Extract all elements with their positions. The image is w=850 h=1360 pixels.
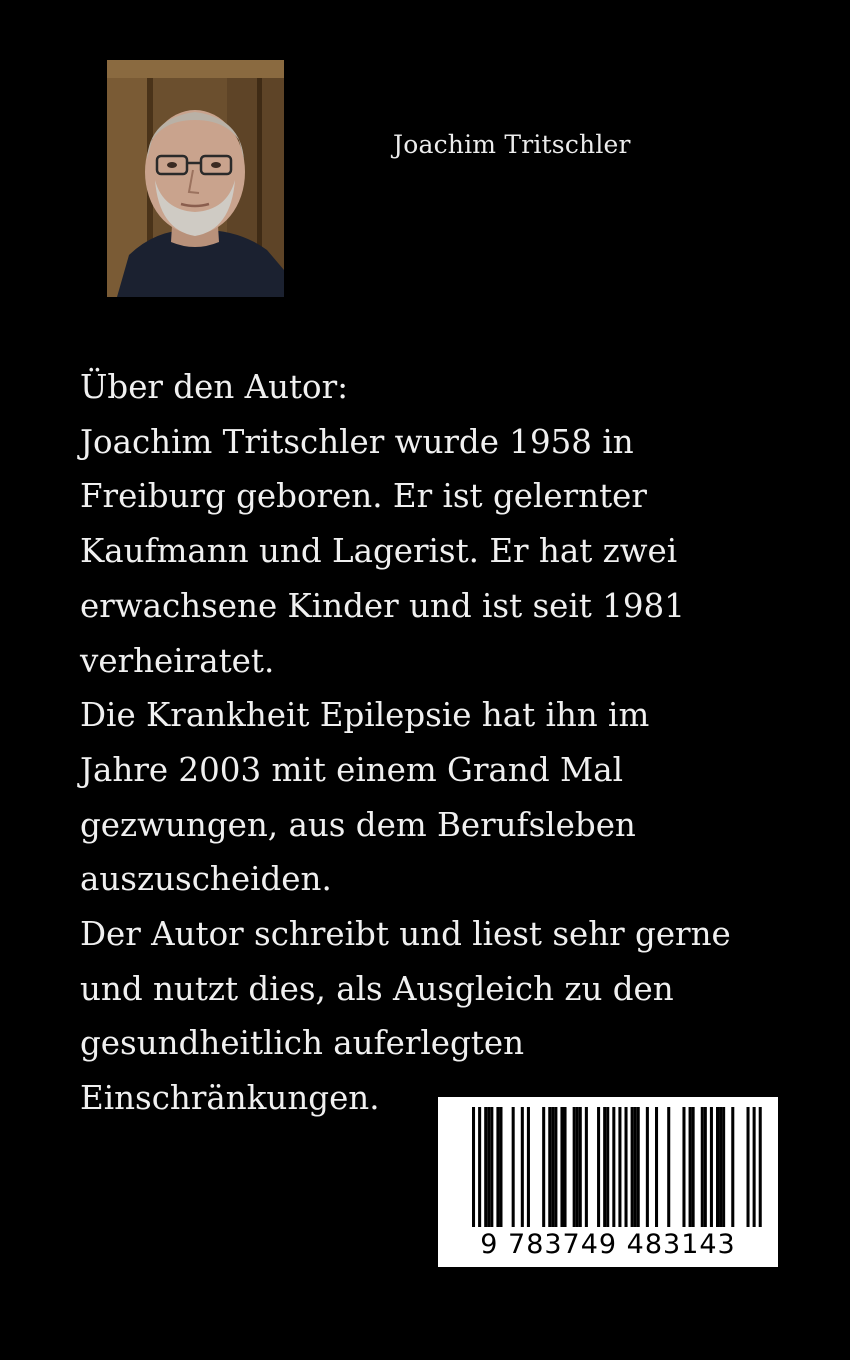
barcode-bar [487, 1107, 490, 1227]
barcode-bar [527, 1107, 530, 1227]
isbn-barcode [438, 1097, 778, 1267]
barcode-bar [646, 1107, 649, 1227]
barcode-bar [667, 1107, 670, 1227]
bio-line: gezwungen, aus dem Berufsleben [80, 805, 636, 844]
barcode-bar [496, 1107, 499, 1227]
barcode-bar [701, 1107, 704, 1227]
author-portrait-image [107, 60, 284, 297]
bio-line: gesundheitlich auferlegten [80, 1024, 525, 1063]
barcode-bar [716, 1107, 719, 1227]
bio-line: Freiburg geboren. Er ist gelernter [80, 477, 647, 516]
bio-line: und nutzt dies, als Ausgleich zu den [80, 969, 674, 1008]
barcode-bar [478, 1107, 481, 1227]
barcode-bar [573, 1107, 576, 1227]
barcode-bar [722, 1107, 725, 1227]
barcode-bar [585, 1107, 588, 1227]
barcode-bar [490, 1107, 493, 1227]
barcode-bar [704, 1107, 707, 1227]
barcode-bar [637, 1107, 640, 1227]
barcode-bar [576, 1107, 579, 1227]
barcode-bar [579, 1107, 582, 1227]
barcode-bar [560, 1107, 563, 1227]
bio-line: verheiratet. [80, 641, 275, 680]
barcode-bar [753, 1107, 756, 1227]
bio-line: Kaufmann und Lagerist. Er hat zwei [80, 532, 678, 571]
barcode-bar [484, 1107, 487, 1227]
barcode-bar [597, 1107, 600, 1227]
bio-heading: Über den Autor: [80, 368, 349, 406]
barcode-bar [689, 1107, 692, 1227]
bio-line: Der Autor schreibt und liest sehr gerne [80, 915, 731, 954]
barcode-bar [710, 1107, 713, 1227]
bio-line: auszuscheiden. [80, 860, 332, 899]
barcode-digits: 9 783749 483143 [480, 1229, 736, 1260]
barcode-bar [719, 1107, 722, 1227]
barcode-bar [692, 1107, 695, 1227]
barcode-bar [759, 1107, 762, 1227]
bio-line: Jahre 2003 mit einem Grand Mal [80, 750, 624, 789]
barcode-bar [612, 1107, 615, 1227]
barcode-bar [472, 1107, 475, 1227]
barcode-bar [603, 1107, 606, 1227]
author-bio [80, 360, 800, 1126]
barcode-bar [682, 1107, 685, 1227]
barcode-bar [499, 1107, 502, 1227]
barcode-bar [731, 1107, 734, 1227]
barcode-bar [618, 1107, 621, 1227]
barcode-bar [634, 1107, 637, 1227]
barcode-bar [542, 1107, 545, 1227]
barcode-bar [551, 1107, 554, 1227]
author-name: Joachim Tritschler [393, 130, 631, 159]
bio-line: erwachsene Kinder und ist seit 1981 [80, 586, 685, 625]
barcode-bar [512, 1107, 515, 1227]
barcode-bar [655, 1107, 658, 1227]
barcode-bar [554, 1107, 557, 1227]
barcode-bar [606, 1107, 609, 1227]
barcode-bar [747, 1107, 750, 1227]
bio-line: Einschränkungen. [80, 1079, 380, 1118]
barcode-bar [631, 1107, 634, 1227]
bio-line: Die Krankheit Epilepsie hat ihn im [80, 696, 650, 735]
barcode-bar [625, 1107, 628, 1227]
author-photo [107, 60, 284, 297]
bio-line: Joachim Tritschler wurde 1958 in [80, 422, 634, 461]
barcode-bar [548, 1107, 551, 1227]
barcode-bar [521, 1107, 524, 1227]
barcode-bar [564, 1107, 567, 1227]
